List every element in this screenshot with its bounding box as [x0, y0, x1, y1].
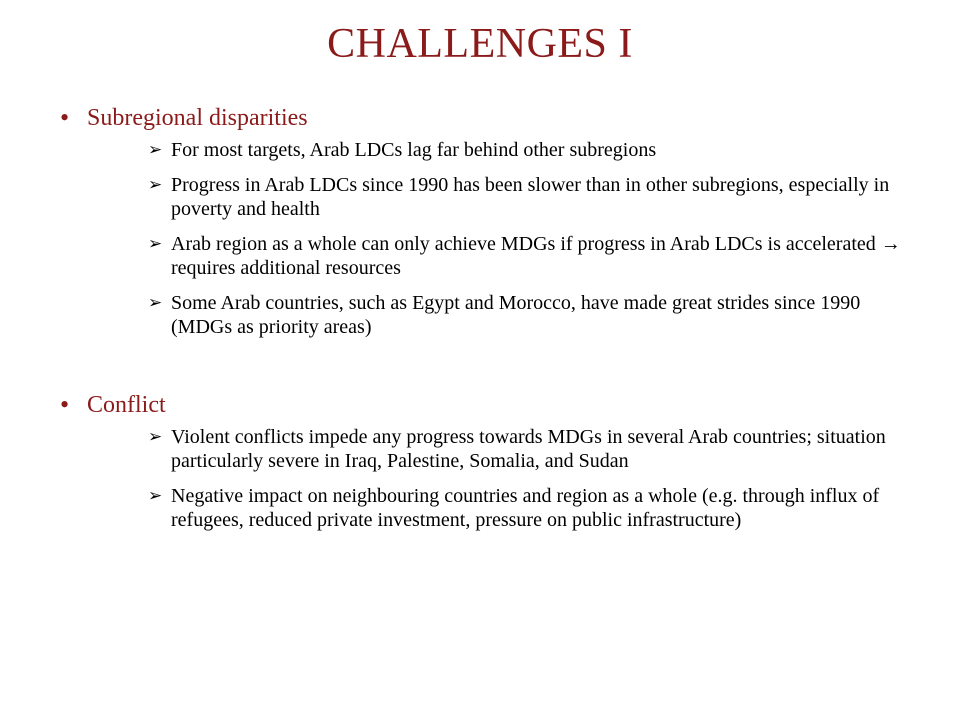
section-heading: Subregional disparities	[87, 105, 308, 131]
list-item-text: Progress in Arab LDCs since 1990 has been slower than in other subregions, especially in poverty and health	[171, 174, 890, 220]
sub-bullet-list	[0, 425, 960, 532]
arrow-bullet-icon: ➢	[148, 427, 163, 446]
slide-title: CHALLENGES I	[327, 21, 633, 67]
bullet-icon: •	[60, 103, 70, 132]
section-subregional-disparities	[0, 98, 960, 350]
list-item-text: Violent conflicts impede any progress towards MDGs in several Arab countries; situation particularly severe in Iraq, Palestine, Somalia, and Sudan	[171, 426, 886, 472]
list-item	[0, 484, 960, 532]
arrow-bullet-icon: ➢	[148, 486, 163, 505]
list-item-text: Arab region as a whole can only achieve MDGs if progress in Arab LDCs is accelerated → requires additional resources	[171, 233, 901, 279]
arrow-bullet-icon: ➢	[148, 293, 163, 312]
list-item-text: Negative impact on neighbouring countries and region as a whole (e.g. through influx of refugees, reduced private investment, pressure on public infrastructure)	[171, 485, 880, 531]
sub-bullet-list	[0, 138, 960, 339]
list-item	[0, 291, 960, 339]
list-item	[0, 232, 960, 280]
list-item	[0, 173, 960, 221]
list-item	[0, 138, 960, 162]
section-heading-row	[0, 385, 960, 425]
list-item	[0, 425, 960, 473]
arrow-bullet-icon: ➢	[148, 234, 163, 253]
arrow-bullet-icon: ➢	[148, 140, 163, 159]
list-item-text: For most targets, Arab LDCs lag far behind other subregions	[171, 139, 657, 161]
section-heading: Conflict	[87, 392, 166, 418]
arrow-bullet-icon: ➢	[148, 175, 163, 194]
section-conflict	[0, 385, 960, 543]
bullet-icon: •	[60, 390, 70, 419]
list-item-text: Some Arab countries, such as Egypt and Morocco, have made great strides since 1990 (MDGs as priority areas)	[171, 292, 861, 338]
section-heading-row	[0, 98, 960, 138]
